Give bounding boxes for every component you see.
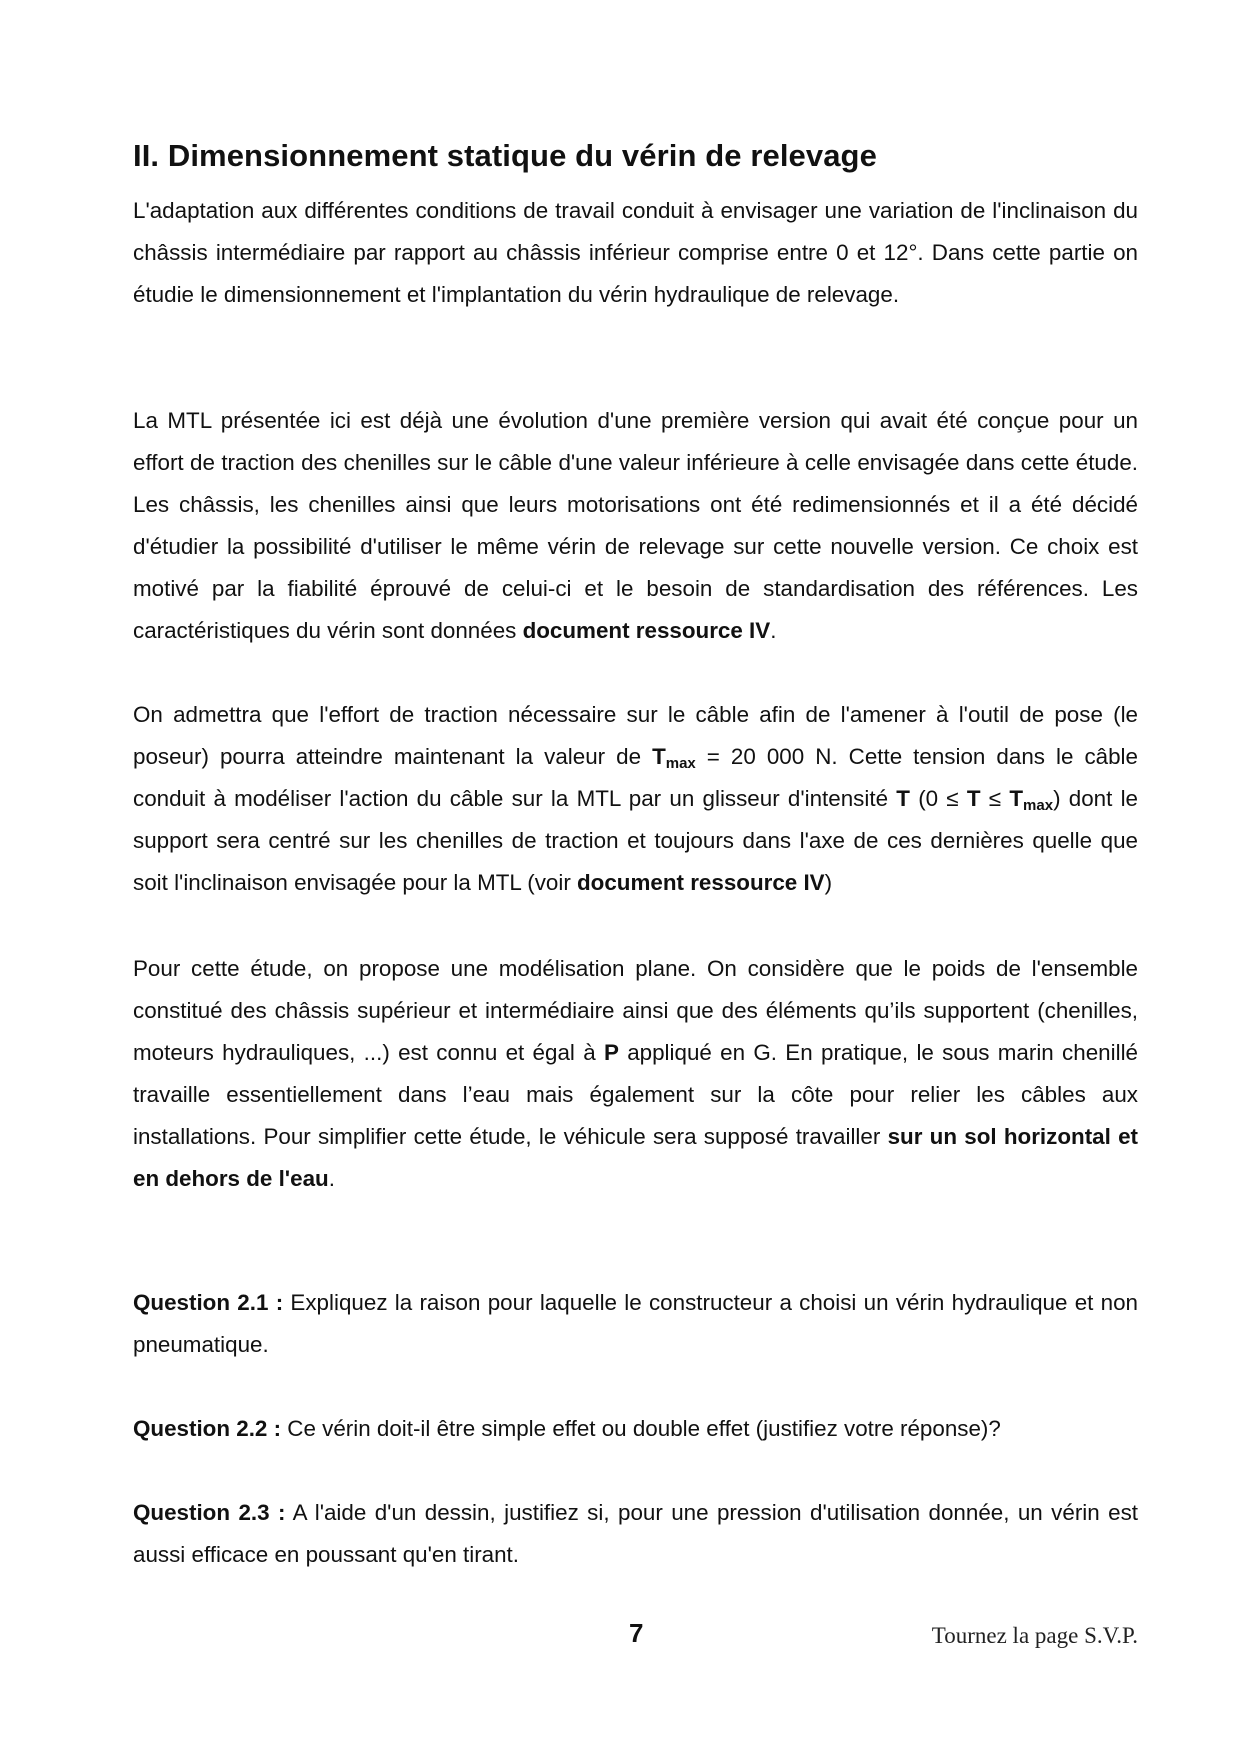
tmax-subscript: max xyxy=(665,755,696,772)
traction-end: ) xyxy=(824,870,833,895)
question-2-1 xyxy=(133,1282,1138,1366)
page-number: 7 xyxy=(629,1618,644,1648)
mtl-end: . xyxy=(770,618,777,643)
question-2-3 xyxy=(133,1492,1138,1576)
tmax-symbol-2: T xyxy=(1009,786,1024,811)
tmax-symbol: T xyxy=(652,744,666,769)
t-symbol-2: T xyxy=(966,786,981,811)
model-text-b: appliqué en G. En pratique, le sous marin chenillé travaille essentiellement dans l’eau mais également sur la côte pour relier les câbles aux installations. Pour simplifier cette étude, le véhicule sera supposé travailler xyxy=(133,1040,1138,1149)
question-label: Question 2.2 : xyxy=(133,1416,282,1441)
model-end: . xyxy=(328,1166,335,1191)
document-page xyxy=(133,0,1138,1754)
question-text: Expliquez la raison pour laquelle le constructeur a choisi un vérin hydraulique et non pneumatique. xyxy=(133,1290,1138,1357)
mtl-text: La MTL présentée ici est déjà une évolution d'une première version qui avait été conçue pour un effort de traction des chenilles sur le câble d'une valeur inférieure à celle envisagée dans cette étude. Les châssis, les chenilles ainsi que leurs motorisations ont été redimensionnés et il a été décidé d'étudier la possibilité d'utiliser le même vérin de relevage sur cette nouvelle version. Ce choix est motivé par la fiabilité éprouvé de celui-ci et le besoin de standardisation des références. Les caractéristiques du vérin sont données xyxy=(133,408,1138,643)
range-open: (0 ≤ xyxy=(909,786,967,811)
mtl-doc-ref: document ressource IV xyxy=(522,618,771,643)
p-symbol: P xyxy=(603,1040,619,1065)
t-symbol: T xyxy=(896,786,910,811)
question-2-2 xyxy=(133,1408,1138,1450)
question-text: A l'aide d'un dessin, justifiez si, pour une pression d'utilisation donnée, un vérin est aussi efficace en poussant qu'en tirant. xyxy=(133,1500,1138,1567)
paragraph-model xyxy=(133,948,1138,1200)
paragraph-mtl xyxy=(133,400,1138,652)
traction-text-a: On admettra que l'effort de traction nécessaire sur le câble afin de l'amener à l'outil de pose (le poseur) pourra atteindre maintenant la valeur de xyxy=(133,702,1138,769)
tmax-subscript-2: max xyxy=(1023,797,1054,814)
question-label: Question 2.1 : xyxy=(133,1290,284,1315)
traction-value: = 20 000 N. Cette tension dans le câble conduit à modéliser l'action du câble sur la MTL par un glisseur d'intensité xyxy=(133,744,1138,811)
range-le: ≤ xyxy=(980,786,1010,811)
model-text-a: Pour cette étude, on propose une modélisation plane. On considère que le poids de l'ensemble constitué des châssis supérieur et intermédiaire ainsi que des éléments qu’ils supportent (chenilles, moteurs hydrauliques, ...) est connu et égal à xyxy=(133,956,1138,1065)
traction-doc-ref: document ressource IV xyxy=(577,870,825,895)
paragraph-traction xyxy=(133,694,1138,904)
question-text: Ce vérin doit-il être simple effet ou double effet (justifiez votre réponse)? xyxy=(281,1416,1001,1441)
model-bold: sur un sol horizontal et en dehors de l'eau xyxy=(133,1124,1138,1191)
turn-page-note: Tournez la page S.V.P. xyxy=(931,1623,1138,1648)
section-title: II. Dimensionnement statique du vérin de relevage xyxy=(133,138,877,173)
paragraph-intro: L'adaptation aux différentes conditions de travail conduit à envisager une variation de l'inclinaison du châssis intermédiaire par rapport au châssis inférieur comprise entre 0 et 12°. Dans cette partie on étudie le dimensionnement et l'implantation du vérin hydraulique de relevage. xyxy=(133,198,1138,307)
traction-text-b: ) dont le support sera centré sur les chenilles de traction et toujours dans l'axe de ces dernières quelle que soit l'inclinaison envisagée pour la MTL (voir xyxy=(133,786,1139,895)
question-label: Question 2.3 : xyxy=(133,1500,286,1525)
